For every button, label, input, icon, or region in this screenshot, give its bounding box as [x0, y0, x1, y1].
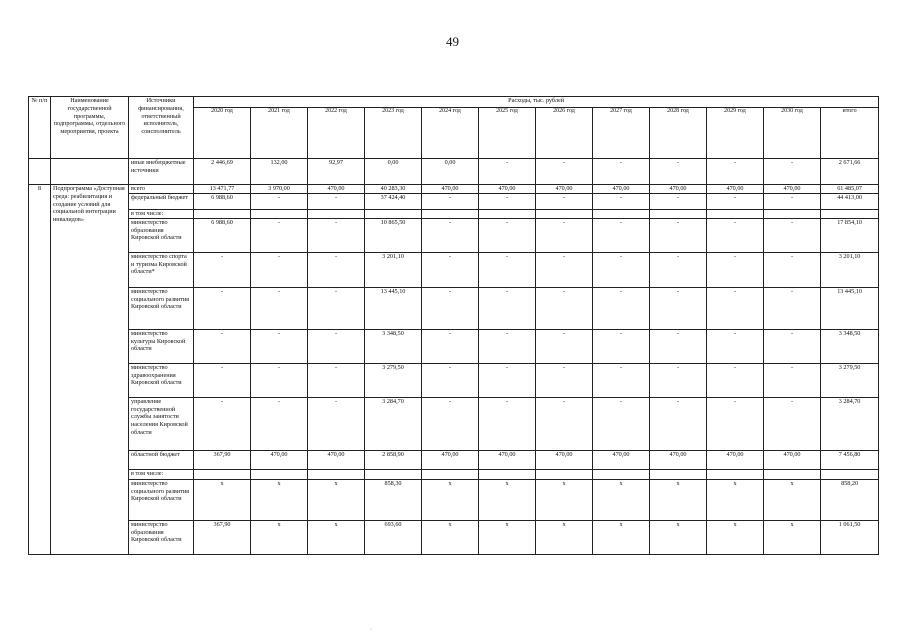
value-cell: - — [650, 329, 707, 363]
row-source: областной бюджет — [129, 450, 194, 469]
value-cell: 3 201,10 — [365, 252, 422, 287]
value-cell — [707, 210, 764, 219]
row-source: министерство социального развития Кировской области — [129, 287, 194, 329]
row-name — [51, 159, 129, 185]
value-cell: - — [251, 287, 308, 329]
value-cell: х — [194, 479, 251, 520]
row-source: управление государственной службы занятости населения Кировской области — [129, 397, 194, 450]
row-number — [29, 159, 51, 185]
total-cell: 61 485,07 — [821, 185, 879, 194]
value-cell: - — [593, 287, 650, 329]
header-year: 2026 год — [536, 108, 593, 159]
table-row — [29, 329, 879, 363]
header-col-no: № п/п — [29, 97, 51, 159]
table-row — [29, 479, 879, 520]
value-cell: - — [251, 252, 308, 287]
value-cell: - — [707, 397, 764, 450]
value-cell: 470,00 — [422, 450, 479, 469]
value-cell: - — [194, 397, 251, 450]
value-cell: - — [536, 159, 593, 185]
value-cell: - — [536, 218, 593, 252]
value-cell: 13 471,77 — [194, 185, 251, 194]
value-cell: - — [479, 252, 536, 287]
value-cell: - — [536, 329, 593, 363]
value-cell: - — [536, 252, 593, 287]
value-cell: 2 858,90 — [365, 450, 422, 469]
total-cell: 13 445,10 — [821, 287, 879, 329]
value-cell: 470,00 — [479, 450, 536, 469]
value-cell: х — [707, 520, 764, 554]
value-cell — [422, 469, 479, 479]
value-cell: 858,30 — [365, 479, 422, 520]
value-cell: - — [251, 363, 308, 397]
value-cell: 367,90 — [194, 450, 251, 469]
value-cell: - — [422, 363, 479, 397]
value-cell: 6 988,60 — [194, 194, 251, 210]
value-cell: - — [650, 252, 707, 287]
total-cell: 2 671,66 — [821, 159, 879, 185]
value-cell: - — [650, 363, 707, 397]
value-cell — [479, 210, 536, 219]
value-cell: 470,00 — [308, 185, 365, 194]
value-cell: - — [308, 397, 365, 450]
table-row — [29, 287, 879, 329]
value-cell: - — [422, 252, 479, 287]
value-cell: - — [593, 363, 650, 397]
value-cell: 470,00 — [479, 185, 536, 194]
table-row — [29, 469, 879, 479]
value-cell: 693,60 — [365, 520, 422, 554]
value-cell — [593, 210, 650, 219]
value-cell: 470,00 — [650, 185, 707, 194]
value-cell — [422, 210, 479, 219]
value-cell: - — [422, 194, 479, 210]
value-cell: - — [308, 252, 365, 287]
value-cell: - — [251, 397, 308, 450]
value-cell: 470,00 — [308, 450, 365, 469]
value-cell: х — [536, 479, 593, 520]
value-cell: х — [308, 520, 365, 554]
value-cell: - — [650, 397, 707, 450]
table-row — [29, 397, 879, 450]
table-row — [29, 159, 879, 185]
value-cell: 3 970,00 — [251, 185, 308, 194]
total-cell: 3 201,10 — [821, 252, 879, 287]
subprogram-number: 8 — [29, 185, 51, 555]
value-cell: х — [593, 479, 650, 520]
value-cell: - — [536, 363, 593, 397]
value-cell: х — [650, 479, 707, 520]
value-cell — [308, 210, 365, 219]
value-cell — [194, 469, 251, 479]
value-cell — [536, 210, 593, 219]
value-cell: - — [536, 397, 593, 450]
value-cell: - — [764, 329, 821, 363]
value-cell: 13 445,10 — [365, 287, 422, 329]
value-cell: 92,97 — [308, 159, 365, 185]
header-year: 2025 год — [479, 108, 536, 159]
value-cell: х — [479, 520, 536, 554]
scan-mark: · — [370, 627, 372, 633]
value-cell: - — [707, 287, 764, 329]
value-cell: - — [479, 397, 536, 450]
value-cell: - — [764, 159, 821, 185]
value-cell: х — [308, 479, 365, 520]
value-cell: - — [251, 329, 308, 363]
value-cell — [479, 469, 536, 479]
header-col-expenses: Расходы, тыс. рублей — [194, 97, 879, 108]
total-cell: 1 061,50 — [821, 520, 879, 554]
value-cell: х — [764, 520, 821, 554]
header-row — [29, 97, 879, 108]
value-cell: 470,00 — [764, 450, 821, 469]
value-cell: 470,00 — [422, 185, 479, 194]
value-cell: 470,00 — [707, 450, 764, 469]
total-cell: 7 456,80 — [821, 450, 879, 469]
value-cell: х — [593, 520, 650, 554]
value-cell — [764, 210, 821, 219]
value-cell: 0,00 — [365, 159, 422, 185]
row-source: министерство спорта и туризма Кировской области* — [129, 252, 194, 287]
value-cell: - — [650, 287, 707, 329]
value-cell — [764, 469, 821, 479]
value-cell: 470,00 — [536, 185, 593, 194]
value-cell: - — [422, 218, 479, 252]
table-row — [29, 194, 879, 210]
value-cell: - — [707, 159, 764, 185]
value-cell: - — [593, 194, 650, 210]
value-cell: - — [707, 363, 764, 397]
value-cell: - — [536, 287, 593, 329]
value-cell: - — [536, 194, 593, 210]
value-cell — [251, 469, 308, 479]
value-cell: - — [707, 329, 764, 363]
value-cell: - — [479, 159, 536, 185]
value-cell: - — [194, 287, 251, 329]
value-cell: - — [308, 329, 365, 363]
value-cell: 10 865,50 — [365, 218, 422, 252]
value-cell: 2 446,69 — [194, 159, 251, 185]
value-cell: 40 283,30 — [365, 185, 422, 194]
row-source: министерство социального развития Кировской области — [129, 479, 194, 520]
value-cell: - — [308, 363, 365, 397]
value-cell: - — [764, 363, 821, 397]
value-cell: х — [422, 479, 479, 520]
header-year: 2027 год — [593, 108, 650, 159]
header-year: 2029 год — [707, 108, 764, 159]
header-year: 2021 год — [251, 108, 308, 159]
value-cell: х — [536, 520, 593, 554]
value-cell: - — [593, 329, 650, 363]
value-cell: - — [308, 287, 365, 329]
header-year: 2024 год — [422, 108, 479, 159]
value-cell: 37 424,40 — [365, 194, 422, 210]
value-cell: - — [479, 287, 536, 329]
value-cell — [251, 210, 308, 219]
value-cell: х — [422, 520, 479, 554]
value-cell: - — [764, 252, 821, 287]
value-cell: х — [707, 479, 764, 520]
table-row — [29, 450, 879, 469]
header-col-name: Наименование государственной программы, подпрограммы, отдельного мероприятия, проекта — [51, 97, 129, 159]
table-row — [29, 210, 879, 219]
value-cell — [593, 469, 650, 479]
table-row — [29, 252, 879, 287]
value-cell: - — [650, 218, 707, 252]
budget-table — [28, 96, 879, 555]
row-source: министерство образования Кировской области — [129, 520, 194, 554]
value-cell: - — [764, 397, 821, 450]
row-source: федеральный бюджет — [129, 194, 194, 210]
value-cell: - — [251, 194, 308, 210]
row-source: в том числе: — [129, 210, 194, 219]
value-cell: 470,00 — [251, 450, 308, 469]
value-cell — [536, 469, 593, 479]
total-cell: 3 348,50 — [821, 329, 879, 363]
value-cell: 367,90 — [194, 520, 251, 554]
value-cell: - — [650, 159, 707, 185]
value-cell — [707, 469, 764, 479]
total-cell: 858,20 — [821, 479, 879, 520]
value-cell: 470,00 — [707, 185, 764, 194]
value-cell: - — [308, 194, 365, 210]
total-cell: 17 854,10 — [821, 218, 879, 252]
value-cell: - — [707, 194, 764, 210]
value-cell: - — [593, 159, 650, 185]
value-cell — [650, 469, 707, 479]
table-row — [29, 363, 879, 397]
header-year: 2020 год — [194, 108, 251, 159]
header-year: 2023 год — [365, 108, 422, 159]
value-cell — [308, 469, 365, 479]
value-cell: 3 284,70 — [365, 397, 422, 450]
table-row — [29, 185, 879, 194]
value-cell: - — [707, 218, 764, 252]
total-cell: 3 279,50 — [821, 363, 879, 397]
value-cell: х — [479, 479, 536, 520]
value-cell: 132,00 — [251, 159, 308, 185]
value-cell: - — [479, 363, 536, 397]
page-number: 49 — [446, 34, 459, 49]
total-cell — [821, 210, 879, 219]
value-cell: - — [308, 218, 365, 252]
value-cell: - — [593, 218, 650, 252]
value-cell: - — [707, 252, 764, 287]
value-cell — [365, 210, 422, 219]
value-cell: - — [593, 397, 650, 450]
value-cell: - — [479, 194, 536, 210]
row-source: иные внебюджетные источники — [129, 159, 194, 185]
value-cell: - — [479, 329, 536, 363]
value-cell: 470,00 — [593, 185, 650, 194]
header-year: 2028 год — [650, 108, 707, 159]
value-cell: 3 348,50 — [365, 329, 422, 363]
value-cell: 470,00 — [764, 185, 821, 194]
value-cell: 470,00 — [593, 450, 650, 469]
value-cell: х — [251, 479, 308, 520]
value-cell: - — [251, 218, 308, 252]
row-source: в том числе: — [129, 469, 194, 479]
row-source: министерство образования Кировской области — [129, 218, 194, 252]
value-cell — [365, 469, 422, 479]
table-row — [29, 520, 879, 554]
value-cell: - — [194, 363, 251, 397]
value-cell: 470,00 — [536, 450, 593, 469]
value-cell: - — [479, 218, 536, 252]
value-cell — [194, 210, 251, 219]
value-cell: - — [764, 218, 821, 252]
total-cell: 3 284,70 — [821, 397, 879, 450]
row-source: министерство здравоохранения Кировской области — [129, 363, 194, 397]
value-cell: 0,00 — [422, 159, 479, 185]
header-col-source: Источники финансирования, ответственный исполнитель, соисполнитель — [129, 97, 194, 159]
value-cell: - — [422, 287, 479, 329]
value-cell: - — [194, 252, 251, 287]
value-cell: 3 279,50 — [365, 363, 422, 397]
value-cell: - — [764, 194, 821, 210]
header-year: 2022 год — [308, 108, 365, 159]
value-cell: - — [422, 397, 479, 450]
value-cell: - — [422, 329, 479, 363]
value-cell: х — [650, 520, 707, 554]
value-cell: 470,00 — [650, 450, 707, 469]
row-source: всего — [129, 185, 194, 194]
header-year: 2030 год — [764, 108, 821, 159]
header-total: итого — [821, 108, 879, 159]
value-cell: - — [593, 252, 650, 287]
total-cell: 44 413,00 — [821, 194, 879, 210]
table-row — [29, 218, 879, 252]
subprogram-name: Подпрограмма «Доступная среда: реабилитация и создание условий для социальной интеграции инвалидов» — [51, 185, 129, 555]
value-cell: х — [251, 520, 308, 554]
value-cell: - — [764, 287, 821, 329]
value-cell: х — [764, 479, 821, 520]
row-source: министерство культуры Кировской области — [129, 329, 194, 363]
value-cell: 6 988,60 — [194, 218, 251, 252]
total-cell — [821, 469, 879, 479]
value-cell — [650, 210, 707, 219]
value-cell: - — [194, 329, 251, 363]
value-cell: - — [650, 194, 707, 210]
